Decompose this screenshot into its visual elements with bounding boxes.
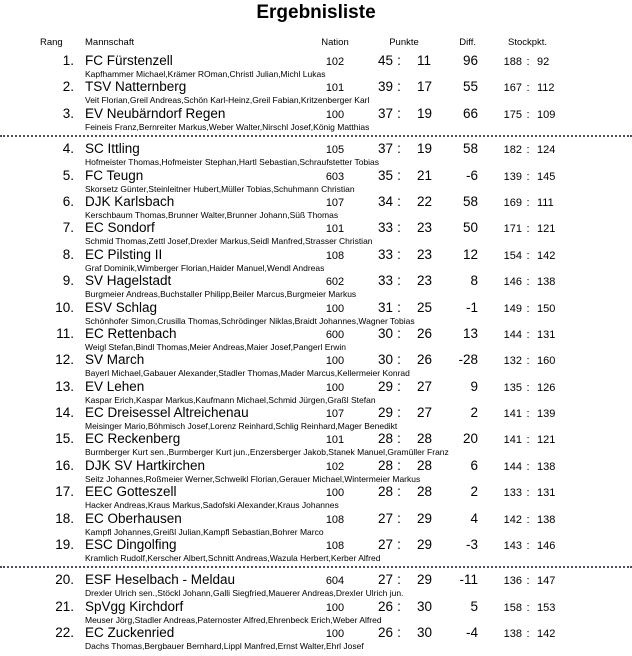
points-away: 23 <box>417 220 433 236</box>
diff-value: 58 <box>462 193 478 209</box>
stockpoints-colon: : <box>526 434 530 447</box>
player-names: Seitz Johannes,Roßmeier Werner,Schweikl Florian,Gerauer Michael,Wintermeier Markus <box>85 473 421 484</box>
points-away: 22 <box>417 193 433 209</box>
stockpoints-away: 124 <box>537 144 556 157</box>
team-name: EEC Gotteszell <box>85 484 177 500</box>
stockpoints-colon: : <box>526 460 530 473</box>
nation-value: 102 <box>325 56 345 68</box>
points-colon: : <box>397 325 401 341</box>
rank-value: 4. <box>62 141 74 157</box>
stockpoints-away: 160 <box>537 355 556 368</box>
stockpoints-home: 141 <box>503 434 522 447</box>
nation-value: 604 <box>325 575 345 588</box>
points-colon: : <box>397 53 401 68</box>
team-result-line <box>0 300 632 316</box>
stockpoints-home: 144 <box>503 460 522 473</box>
stockpoints-away: 126 <box>537 381 556 394</box>
stockpoints-away: 153 <box>537 601 556 614</box>
player-names: Kapfhammer Michael,Krämer ROman,Christl Julian,Michl Lukas <box>85 69 326 79</box>
points-home: 29 <box>377 405 393 421</box>
points-away: 30 <box>417 598 433 614</box>
stockpoints-colon: : <box>526 196 530 209</box>
stockpoints-home: 146 <box>503 276 522 289</box>
points-home: 33 <box>377 220 393 236</box>
table-row <box>0 379 632 405</box>
stockpoints-colon: : <box>526 82 530 95</box>
group-separator <box>0 135 632 137</box>
points-home: 33 <box>377 246 393 262</box>
nation-value: 108 <box>325 540 345 553</box>
points-away: 29 <box>417 572 433 588</box>
team-name: DJK Karlsbach <box>85 193 175 209</box>
stockpoints-colon: : <box>526 540 530 553</box>
stockpoints-home: 132 <box>503 355 522 368</box>
points-home: 27 <box>377 537 393 553</box>
stockpoints-colon: : <box>526 108 530 121</box>
stockpoints-away: 145 <box>537 170 556 183</box>
points-colon: : <box>397 378 401 394</box>
stockpoints-colon: : <box>526 601 530 614</box>
team-name: EC Sondorf <box>85 220 155 236</box>
rank-value: 12. <box>55 352 74 368</box>
points-colon: : <box>397 572 401 588</box>
table-row <box>0 247 632 273</box>
table-row <box>0 511 632 537</box>
team-result-line <box>0 405 632 421</box>
points-away: 30 <box>417 625 433 641</box>
diff-value: -1 <box>465 299 478 315</box>
nation-value: 100 <box>325 628 345 641</box>
player-names: Meuser Jörg,Stadler Andreas,Paternoster Alfred,Ehrenbeck Erich,Weber Alfred <box>85 614 382 625</box>
team-result-line <box>0 599 632 615</box>
diff-value: 20 <box>462 431 478 447</box>
rank-value: 1. <box>62 53 74 68</box>
rank-value: 22. <box>55 625 74 641</box>
stockpoints-away: 138 <box>537 513 556 526</box>
rank-value: 13. <box>55 378 74 394</box>
table-row <box>0 168 632 194</box>
stockpoints-home: 167 <box>503 82 522 95</box>
team-result-line <box>0 484 632 500</box>
table-row <box>0 537 632 563</box>
points-away: 19 <box>417 141 433 157</box>
team-name: EC Zuckenried <box>85 625 175 641</box>
diff-value: 96 <box>462 53 478 68</box>
stockpoints-colon: : <box>526 355 530 368</box>
table-row <box>0 326 632 352</box>
group-separator <box>0 566 632 568</box>
nation-value: 100 <box>325 108 345 121</box>
stockpoints-colon: : <box>526 628 530 641</box>
nation-value: 101 <box>325 434 345 447</box>
points-colon: : <box>397 405 401 421</box>
stockpoints-home: 182 <box>503 144 522 157</box>
points-colon: : <box>397 537 401 553</box>
stockpoints-home: 143 <box>503 540 522 553</box>
nation-value: 101 <box>325 223 345 236</box>
points-colon: : <box>397 220 401 236</box>
table-row <box>0 79 632 105</box>
stockpoints-colon: : <box>526 487 530 500</box>
team-name: SV Hagelstadt <box>85 273 172 289</box>
points-home: 34 <box>377 193 393 209</box>
diff-value: 50 <box>462 220 478 236</box>
column-header-nation: Nation <box>321 37 349 48</box>
column-header-team: Mannschaft <box>85 37 135 48</box>
points-away: 26 <box>417 352 433 368</box>
rank-value: 7. <box>62 220 74 236</box>
nation-value: 108 <box>325 249 345 262</box>
team-result-line <box>0 537 632 553</box>
team-name: DJK SV Hartkirchen <box>85 457 206 473</box>
player-names: Weigl Stefan,Bindl Thomas,Meier Andreas,Maier Josef,Pangerl Erwin <box>85 341 346 352</box>
stockpoints-away: 142 <box>537 628 556 641</box>
team-name: ESF Heselbach - Meldau <box>85 572 236 588</box>
diff-value: -11 <box>459 572 478 588</box>
team-result-line <box>0 247 632 263</box>
points-away: 27 <box>417 405 433 421</box>
points-home: 29 <box>377 378 393 394</box>
points-home: 37 <box>377 105 393 121</box>
stockpoints-away: 139 <box>537 408 556 421</box>
page-title: Ergebnisliste <box>256 2 376 23</box>
team-name: SC Ittling <box>85 141 140 157</box>
player-names: Kramlich Rudolf,Kerscher Albert,Schnitt Andreas,Wazula Herbert,Kerber Alfred <box>85 553 381 564</box>
stockpoints-home: 136 <box>503 575 522 588</box>
rank-value: 11. <box>56 325 74 341</box>
table-row <box>0 458 632 484</box>
nation-value: 108 <box>325 513 345 526</box>
diff-value: -4 <box>465 625 478 641</box>
results-table <box>0 53 632 652</box>
points-home: 39 <box>377 79 393 95</box>
points-away: 11 <box>417 53 432 68</box>
points-colon: : <box>397 193 401 209</box>
player-names: Feineis Franz,Bernreiter Markus,Weber Walter,Nirschl Josef,König Matthias <box>85 121 370 132</box>
team-result-line <box>0 168 632 184</box>
team-result-line <box>0 572 632 588</box>
team-name: EC Rettenbach <box>85 325 177 341</box>
stockpoints-away: 131 <box>537 328 556 341</box>
diff-value: 8 <box>470 273 478 289</box>
rank-value: 8. <box>62 246 74 262</box>
team-name: EC Oberhausen <box>85 510 182 526</box>
diff-value: 58 <box>462 141 478 157</box>
player-names: Veit Florian,Greil Andreas,Schön Karl-Heinz,Greil Fabian,Kritzenberger Karl <box>85 95 370 106</box>
table-row <box>0 625 632 651</box>
table-header <box>0 36 632 49</box>
nation-value: 100 <box>325 355 345 368</box>
points-away: 23 <box>417 273 433 289</box>
points-home: 31 <box>377 299 393 315</box>
diff-value: -6 <box>465 167 478 183</box>
points-home: 27 <box>377 572 393 588</box>
team-result-line <box>0 326 632 342</box>
team-name: EC Reckenberg <box>85 431 181 447</box>
stockpoints-away: 138 <box>537 276 556 289</box>
player-names: Schönhofer Simon,Crusilla Thomas,Schrödinger Niklas,Braidt Johannes,Wagner Tobias <box>85 315 415 326</box>
team-result-line <box>0 431 632 447</box>
table-row <box>0 53 632 79</box>
rank-value: 6. <box>62 193 74 209</box>
rank-value: 16. <box>55 457 74 473</box>
team-name: ESV Schlag <box>85 299 158 315</box>
player-names: Skorsetz Günter,Steinleitner Hubert,Müller Tobias,Schuhmann Christian <box>85 183 355 194</box>
stockpoints-home: 149 <box>503 302 522 315</box>
points-colon: : <box>397 510 401 526</box>
points-colon: : <box>397 457 401 473</box>
points-away: 21 <box>417 167 433 183</box>
points-away: 25 <box>417 299 433 315</box>
points-home: 30 <box>377 325 393 341</box>
points-away: 28 <box>417 484 433 500</box>
player-names: Kampfl Johannes,Greißl Julian,Kampfl Sebastian,Bohrer Marco <box>85 526 324 537</box>
stockpoints-away: 92 <box>537 56 550 68</box>
points-away: 26 <box>417 325 433 341</box>
table-row <box>0 405 632 431</box>
points-colon: : <box>397 625 401 641</box>
points-colon: : <box>397 352 401 368</box>
points-home: 45 <box>377 53 393 68</box>
rank-value: 15. <box>55 431 74 447</box>
team-name: SpVgg Kirchdorf <box>85 598 184 614</box>
team-name: ESC Dingolfing <box>85 537 177 553</box>
player-names: Drexler Ulrich sen.,Stöckl Johann,Galli Siegfried,Mauerer Andreas,Drexler Ulrich jun. <box>85 588 404 599</box>
stockpoints-colon: : <box>526 408 530 421</box>
stockpoints-colon: : <box>526 56 530 68</box>
nation-value: 100 <box>325 601 345 614</box>
nation-value: 100 <box>325 487 345 500</box>
stockpoints-away: 121 <box>537 223 556 236</box>
points-colon: : <box>397 299 401 315</box>
points-colon: : <box>397 105 401 121</box>
stockpoints-colon: : <box>526 381 530 394</box>
team-name: EV Neubärndorf Regen <box>85 105 226 121</box>
player-names: Burmberger Kurt sen.,Burmberger Kurt jun.,Enzersberger Jakob,Stanek Manuel,Gramüller Franz <box>85 447 449 458</box>
diff-value: -28 <box>458 352 478 368</box>
stockpoints-colon: : <box>526 328 530 341</box>
points-colon: : <box>397 141 401 157</box>
stockpoints-home: 142 <box>503 513 522 526</box>
points-away: 28 <box>417 431 433 447</box>
player-names: Meisinger Mario,Böhmisch Josef,Lorenz Reinhard,Schlig Reinhard,Mager Benedikt <box>85 421 398 432</box>
player-names: Graf Dominik,Wimberger Florian,Haider Manuel,Wendl Andreas <box>85 262 325 273</box>
diff-value: 5 <box>470 598 478 614</box>
rank-value: 14. <box>55 405 74 421</box>
team-result-line <box>0 53 632 69</box>
diff-value: 55 <box>462 79 478 95</box>
nation-value: 107 <box>325 408 345 421</box>
points-away: 28 <box>417 457 433 473</box>
stockpoints-colon: : <box>526 302 530 315</box>
team-result-line <box>0 106 632 122</box>
diff-value: -3 <box>465 537 478 553</box>
player-names: Kaspar Erich,Kaspar Markus,Kaufmann Michael,Schmid Jürgen,Graßl Stefan <box>85 394 376 405</box>
stockpoints-home: 133 <box>503 487 522 500</box>
stockpoints-away: 138 <box>537 460 556 473</box>
stockpoints-home: 175 <box>503 108 522 121</box>
team-result-line <box>0 625 632 641</box>
points-colon: : <box>397 246 401 262</box>
stockpoints-colon: : <box>526 276 530 289</box>
player-names: Burgmeier Andreas,Buchstaller Philipp,Beiler Marcus,Burgmeier Markus <box>85 289 357 300</box>
diff-value: 4 <box>470 510 478 526</box>
team-name: FC Fürstenzell <box>85 53 173 68</box>
team-result-line <box>0 458 632 474</box>
points-colon: : <box>397 484 401 500</box>
player-names: Kerschbaum Thomas,Brunner Walter,Brunner Johann,Süß Thomas <box>85 209 339 220</box>
points-home: 37 <box>377 141 393 157</box>
nation-value: 100 <box>325 381 345 394</box>
rank-value: 3. <box>62 105 74 121</box>
nation-value: 600 <box>325 328 345 341</box>
points-home: 28 <box>377 484 393 500</box>
points-home: 26 <box>377 625 393 641</box>
stockpoints-home: 169 <box>503 196 522 209</box>
stockpoints-home: 139 <box>503 170 522 183</box>
column-header-points: Punkte <box>389 37 419 48</box>
table-row <box>0 194 632 220</box>
team-result-line <box>0 352 632 368</box>
team-name: FC Teugn <box>85 167 144 183</box>
stockpoints-home: 188 <box>503 56 522 68</box>
table-row <box>0 599 632 625</box>
stockpoints-colon: : <box>526 170 530 183</box>
stockpoints-away: 109 <box>537 108 556 121</box>
stockpoints-home: 141 <box>503 408 522 421</box>
player-names: Bayerl Michael,Gabauer Alexander,Stadler Thomas,Mader Marcus,Kellermeier Konrad <box>85 368 410 379</box>
rank-value: 17. <box>55 484 74 500</box>
table-row <box>0 484 632 510</box>
diff-value: 66 <box>462 105 478 121</box>
team-name: EV Lehen <box>85 378 145 394</box>
rank-value: 19. <box>55 537 74 553</box>
team-name: EC Dreisessel Altreichenau <box>85 405 249 421</box>
stockpoints-colon: : <box>526 223 530 236</box>
column-header-rank: Rang <box>40 37 63 48</box>
table-row <box>0 141 632 167</box>
stockpoints-away: 147 <box>537 575 556 588</box>
points-colon: : <box>397 598 401 614</box>
stockpoints-away: 150 <box>537 302 556 315</box>
team-result-line <box>0 79 632 95</box>
nation-value: 105 <box>325 144 345 157</box>
rank-value: 9. <box>62 273 74 289</box>
diff-value: 12 <box>462 246 478 262</box>
rank-value: 2. <box>62 79 74 95</box>
stockpoints-home: 135 <box>503 381 522 394</box>
points-colon: : <box>397 273 401 289</box>
rank-value: 5. <box>62 167 74 183</box>
stockpoints-home: 138 <box>503 628 522 641</box>
diff-value: 6 <box>470 457 478 473</box>
points-away: 29 <box>417 510 433 526</box>
team-result-line <box>0 511 632 527</box>
points-colon: : <box>397 167 401 183</box>
player-names: Schmid Thomas,Zettl Josef,Drexler Markus,Seidl Manfred,Strasser Christian <box>85 236 373 247</box>
points-colon: : <box>397 431 401 447</box>
stockpoints-home: 144 <box>503 328 522 341</box>
diff-value: 9 <box>470 378 478 394</box>
points-home: 35 <box>377 167 393 183</box>
table-row <box>0 352 632 378</box>
table-row <box>0 106 632 132</box>
table-row <box>0 431 632 457</box>
table-row <box>0 273 632 299</box>
stockpoints-colon: : <box>526 144 530 157</box>
points-home: 33 <box>377 273 393 289</box>
rank-value: 21. <box>55 598 74 614</box>
rank-value: 18. <box>55 510 74 526</box>
column-header-stockpoints: Stockpkt. <box>508 37 548 48</box>
stockpoints-home: 154 <box>503 249 522 262</box>
team-result-line <box>0 141 632 157</box>
nation-value: 102 <box>325 460 345 473</box>
diff-value: 2 <box>470 405 478 421</box>
diff-value: 13 <box>462 325 478 341</box>
team-name: SV March <box>85 352 145 368</box>
stockpoints-away: 142 <box>537 249 556 262</box>
column-header-diff: Diff. <box>459 37 476 48</box>
points-home: 27 <box>377 510 393 526</box>
team-result-line <box>0 194 632 210</box>
table-row <box>0 220 632 246</box>
table-row <box>0 572 632 598</box>
points-away: 17 <box>417 79 433 95</box>
points-away: 23 <box>417 246 433 262</box>
team-result-line <box>0 273 632 289</box>
points-home: 28 <box>377 457 393 473</box>
team-name: EC Pilsting II <box>85 246 163 262</box>
stockpoints-away: 146 <box>537 540 556 553</box>
nation-value: 107 <box>325 196 345 209</box>
points-away: 27 <box>417 378 433 394</box>
nation-value: 100 <box>325 302 345 315</box>
stockpoints-away: 131 <box>537 487 556 500</box>
rank-value: 20. <box>55 572 74 588</box>
team-result-line <box>0 220 632 236</box>
stockpoints-colon: : <box>526 249 530 262</box>
points-away: 29 <box>417 537 433 553</box>
nation-value: 603 <box>325 170 345 183</box>
points-home: 30 <box>377 352 393 368</box>
stockpoints-away: 121 <box>537 434 556 447</box>
diff-value: 2 <box>470 484 478 500</box>
points-home: 28 <box>377 431 393 447</box>
stockpoints-home: 158 <box>503 601 522 614</box>
player-names: Dachs Thomas,Bergbauer Bernhard,Lippl Manfred,Ernst Walter,Ehrl Josef <box>85 641 364 652</box>
points-away: 19 <box>417 105 433 121</box>
rank-value: 10. <box>55 299 74 315</box>
stockpoints-away: 111 <box>537 196 554 209</box>
points-colon: : <box>397 79 401 95</box>
team-result-line <box>0 379 632 395</box>
team-name: TSV Natternberg <box>85 79 187 95</box>
table-row <box>0 300 632 326</box>
player-names: Hacker Andreas,Kraus Markus,Sadofski Alexander,Kraus Johannes <box>85 500 339 511</box>
nation-value: 101 <box>325 82 345 95</box>
stockpoints-away: 112 <box>537 82 555 95</box>
stockpoints-home: 171 <box>503 223 522 236</box>
points-home: 26 <box>377 598 393 614</box>
nation-value: 602 <box>325 276 345 289</box>
stockpoints-colon: : <box>526 575 530 588</box>
stockpoints-colon: : <box>526 513 530 526</box>
player-names: Hofmeister Thomas,Hofmeister Stephan,Hartl Sebastian,Schraufstetter Tobias <box>85 157 380 168</box>
